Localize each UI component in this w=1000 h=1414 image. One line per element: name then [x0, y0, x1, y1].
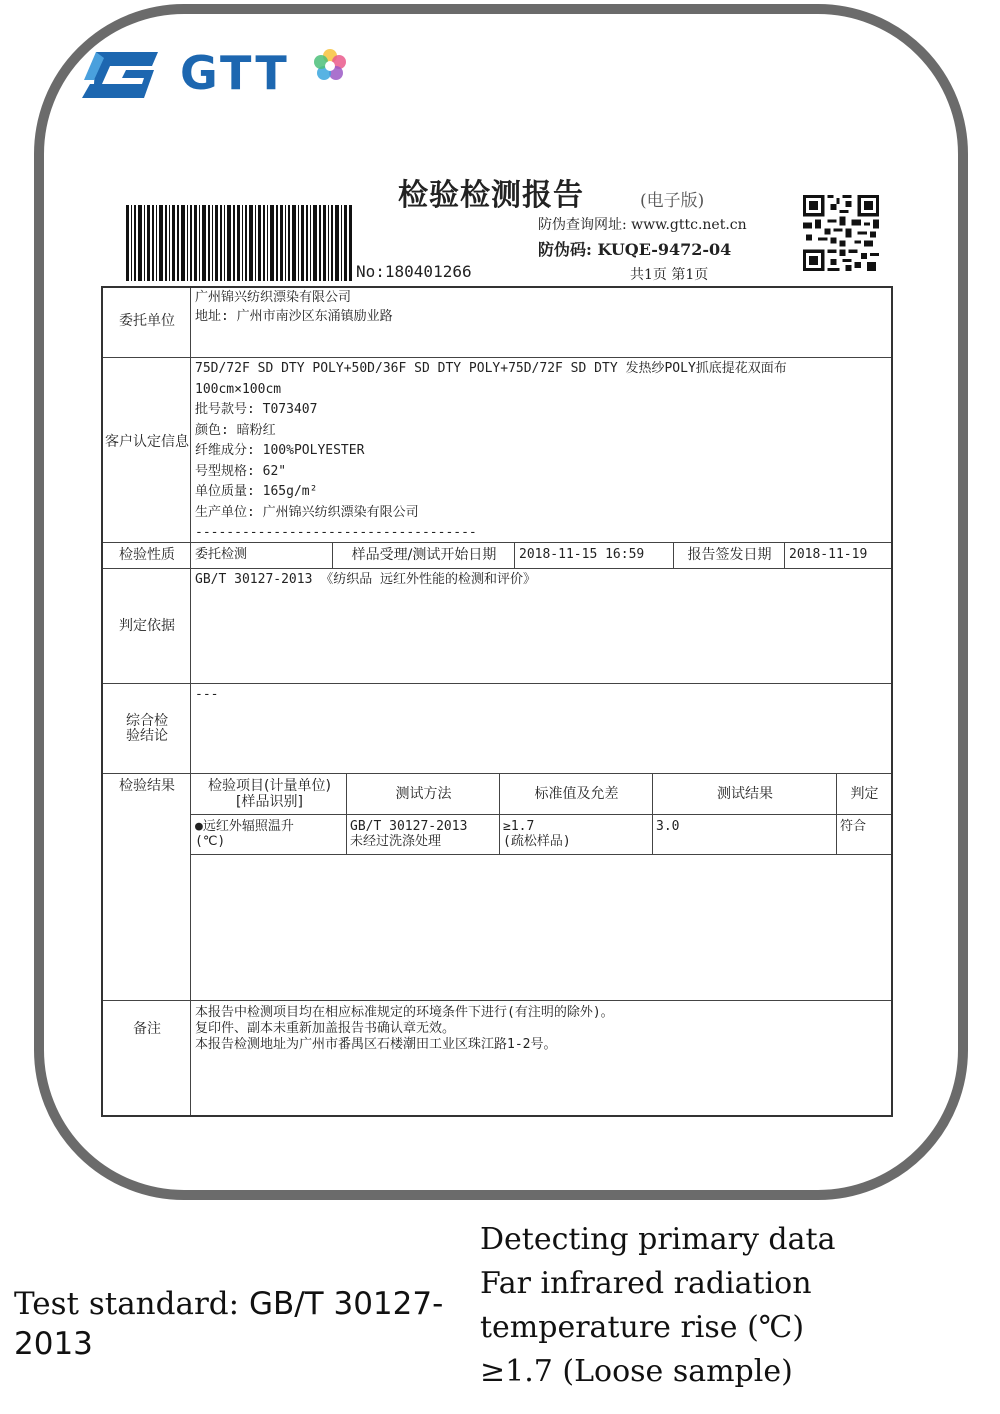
- result-item-line1: ●远红外辐照温升: [195, 819, 294, 834]
- gtt-logo-icon: [82, 48, 158, 102]
- customer-info-line: 纤维成分: 100%POLYESTER: [195, 443, 365, 458]
- results-header-sample-id: [样品识别]: [236, 794, 303, 810]
- customer-info-line: ------------------------------------: [195, 525, 477, 540]
- start-date-label: 样品受理/测试开始日期: [351, 547, 497, 563]
- remark-line-2: 复印件、副本未重新加盖报告书确认章无效。: [195, 1021, 456, 1036]
- result-method-line1: GB/T 30127-2013: [350, 819, 468, 834]
- client-address: 地址: 广州市南沙区东涌镇励业路: [195, 309, 393, 324]
- inspection-type-label: 检验性质: [119, 547, 175, 563]
- report-table: [101, 286, 893, 1117]
- inspection-type-value: 委托检测: [195, 547, 248, 562]
- results-header-result: 测试结果: [717, 786, 773, 802]
- results-label: 检验结果: [119, 778, 175, 794]
- customer-info-label: 客户认定信息: [105, 434, 189, 450]
- verify-code: 防伪码: KUQE-9472-04: [538, 240, 732, 259]
- basis-value: GB/T 30127-2013 《纺织品 远红外性能的检测和评价》: [195, 572, 537, 587]
- caption-line-1: Detecting primary data: [480, 1222, 836, 1257]
- customer-info-line: 批号款号: T073407: [195, 402, 318, 417]
- customer-info-line: 100cm×100cm: [195, 381, 282, 397]
- result-standard-line2: (疏松样品): [503, 834, 571, 849]
- conclusion-value: ---: [195, 687, 219, 702]
- client-name: 广州锦兴纺织漂染有限公司: [195, 290, 352, 305]
- results-header-method: 测试方法: [395, 786, 452, 802]
- verify-url: 防伪查询网址: www.gttc.net.cn: [538, 217, 747, 233]
- conclusion-label: 综合检验结论: [126, 713, 168, 744]
- remark-line-1: 本报告中检测项目均在相应标准规定的环境条件下进行(有注明的除外)。: [195, 1005, 614, 1020]
- barcode-icon: [126, 205, 352, 281]
- logo-text: GTT: [180, 46, 290, 100]
- page-count: 共1页 第1页: [630, 267, 709, 283]
- report-title: 检验检测报告: [398, 178, 584, 213]
- customer-info-line: 75D/72F SD DTY POLY+50D/36F SD DTY POLY+75D/72F SD DTY 发热纱POLY抓底提花双面布: [195, 361, 787, 376]
- client-label: 委托单位: [119, 313, 175, 329]
- customer-info-line: 颜色: 暗粉红: [195, 422, 276, 438]
- report-number: No:180401266: [356, 262, 472, 281]
- flower-logo-icon: [312, 48, 348, 84]
- issue-date-value: 2018-11-19: [789, 547, 868, 562]
- caption-test-standard-value: GB/T 30127-2013: [14, 1286, 444, 1362]
- caption-line-4: ≥1.7 (Loose sample): [480, 1354, 793, 1389]
- results-header-verdict: 判定: [850, 786, 879, 802]
- caption-test-standard: [14, 1284, 464, 1364]
- basis-label: 判定依据: [119, 618, 175, 634]
- caption-test-standard-prefix: Test standard:: [14, 1286, 240, 1322]
- caption-line-2: Far infrared radiation: [480, 1266, 812, 1301]
- result-verdict: 符合: [840, 819, 867, 834]
- issue-date-label: 报告签发日期: [687, 547, 772, 563]
- customer-info-line: 生产单位: 广州锦兴纺织漂染有限公司: [195, 504, 419, 520]
- customer-info-line: 号型规格: 62": [195, 463, 287, 479]
- result-value: 3.0: [656, 819, 680, 834]
- remark-line-3: 本报告检测地址为广州市番禺区石楼潮田工业区珠江路1-2号。: [195, 1037, 557, 1052]
- results-header-standard: 标准值及允差: [534, 786, 619, 802]
- results-header-item: 检验项目(计量单位): [208, 778, 331, 794]
- caption-primary-data: [480, 1218, 835, 1394]
- caption-line-3: temperature rise (℃): [480, 1310, 805, 1345]
- qr-code-icon: [803, 195, 879, 271]
- result-standard-line1: ≥1.7: [503, 819, 535, 834]
- edition-label: (电子版): [640, 191, 705, 211]
- result-item-line2: (℃): [195, 834, 226, 849]
- start-date-value: 2018-11-15 16:59: [519, 547, 645, 562]
- remarks-label: 备注: [133, 1021, 161, 1037]
- result-method-line2: 未经过洗涤处理: [350, 834, 442, 849]
- customer-info-line: 单位质量: 165g/m²: [195, 484, 318, 499]
